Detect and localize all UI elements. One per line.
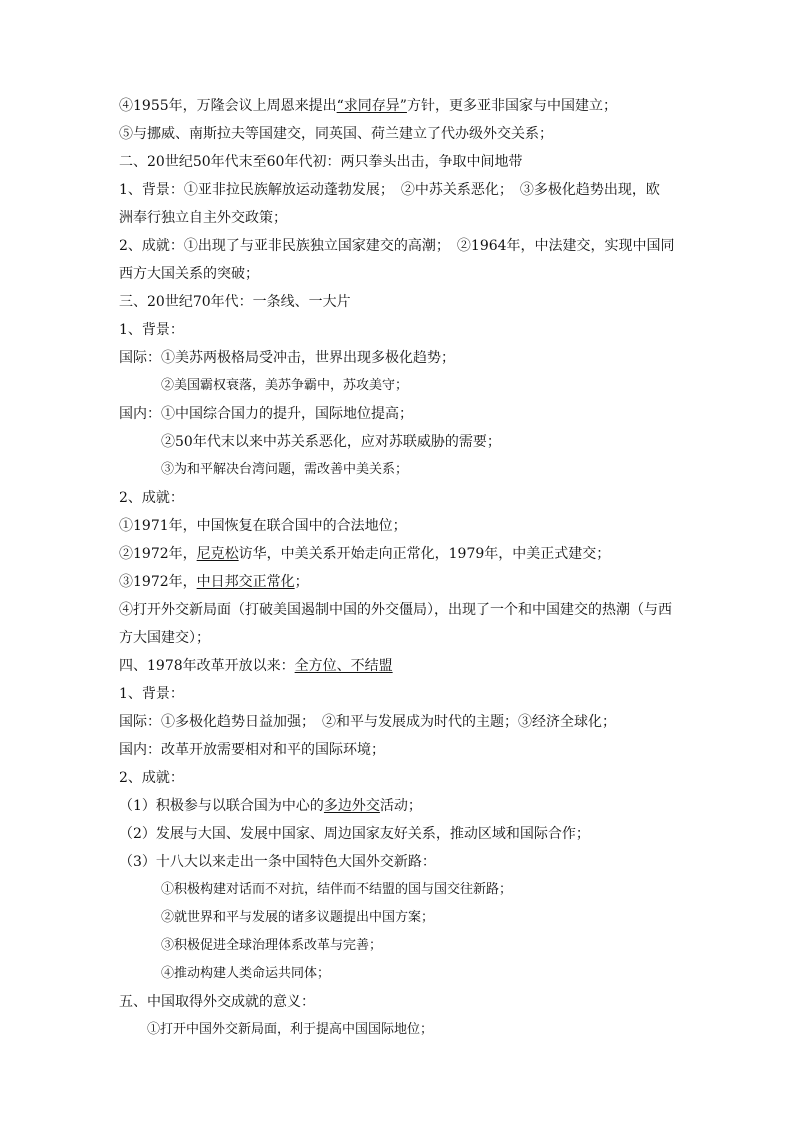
line-text: 2、成就： [119, 490, 184, 506]
line-text: ①积极构建对话而不对抗，结伴而不结盟的国与国交往新路； [161, 882, 513, 897]
text-line-31 [161, 936, 382, 956]
underlined-term: “求同存异” [336, 98, 407, 114]
line-text: 方大国建交）； [119, 630, 210, 646]
line-text: ①打开中国外交新局面，利于提高中国国际地位； [147, 1022, 434, 1037]
heading-text: 三、20世纪70年代：一条线、一大片 [119, 294, 351, 310]
section-heading-3 [119, 292, 351, 312]
underlined-term: 中日邦交正常化 [196, 574, 295, 590]
heading-text: 四、1978年改革开放以来： [119, 658, 295, 674]
text-line-34 [147, 1020, 433, 1040]
line-text: 1、背景： [119, 686, 184, 702]
underlined-term: 全方位、不结盟 [294, 658, 393, 674]
line-text: 2、成就： [119, 770, 184, 786]
text-line-29 [161, 880, 512, 900]
line-text: 国内：改革开放需要相对和平的国际环境； [119, 742, 385, 758]
line-text: ②美国霸权衰落，美苏争霸中，苏攻美守； [161, 378, 409, 393]
line-text-cont: ； [294, 574, 309, 590]
line-text: （1）积极参与以联合国为中心的 [119, 798, 324, 814]
line-text: 洲奉行独立自主外交政策； [119, 210, 287, 226]
text-line-25 [119, 768, 184, 788]
line-text: 国际：①多极化趋势日益加强； ②和平与发展成为时代的主题；③经济全球化； [119, 714, 616, 730]
text-line-15 [119, 488, 184, 508]
text-line-20 [119, 628, 210, 648]
line-text: ⑤与挪威、南斯拉夫等国建交，同英国、荷兰建立了代办级外交关系； [119, 126, 553, 142]
line-text: ①1971年，中国恢复在联合国中的合法地位； [119, 518, 407, 534]
text-line-1 [119, 96, 617, 116]
text-line-7 [119, 264, 259, 284]
heading-text: 二、20世纪50年代末至60年代初：两只拳头出击，争取中间地带 [119, 154, 523, 170]
line-text: ④打开外交新局面（打破美国遏制中国的外交僵局），出现了一个和中国建交的热潮（与西 [119, 602, 672, 618]
underlined-term: 多边外交 [323, 798, 380, 814]
text-line-32 [161, 964, 330, 984]
text-line-16 [119, 516, 407, 536]
line-text-cont: 访华，中美关系开始走向正常化，1979年，中美正式建交； [238, 546, 611, 562]
line-text: ③1972年， [119, 574, 197, 590]
text-line-28 [119, 852, 436, 872]
section-heading-2 [119, 152, 522, 172]
line-text-cont: 方针，更多亚非国家与中国建立； [406, 98, 617, 114]
text-line-2 [119, 124, 553, 144]
text-line-5 [119, 208, 287, 228]
text-line-13 [161, 432, 501, 452]
text-line-26 [119, 796, 422, 816]
line-text: 国际：①美苏两极格局受冲击，世界出现多极化趋势； [119, 350, 455, 366]
text-line-6 [119, 236, 675, 256]
text-line-17 [119, 544, 610, 564]
text-line-27 [119, 824, 590, 844]
text-line-24 [119, 740, 385, 760]
section-heading-4 [119, 656, 393, 676]
text-line-19 [119, 600, 672, 620]
line-text: 国内：①中国综合国力的提升，国际地位提高； [119, 406, 413, 422]
line-text: 2、成就：①出现了与亚非民族独立国家建交的高潮； ②1964年，中法建交，实现中国同 [119, 238, 675, 254]
text-line-30 [161, 908, 434, 928]
text-line-18 [119, 572, 309, 592]
line-text: ②50年代末以来中苏关系恶化，应对苏联威胁的需要； [161, 434, 501, 450]
underlined-term: 尼克松 [196, 546, 239, 562]
section-heading-5 [119, 992, 315, 1012]
line-text: ②1972年， [119, 546, 197, 562]
line-text: （3）十八大以来走出一条中国特色大国外交新路： [119, 854, 436, 870]
text-line-22 [119, 684, 184, 704]
line-text-cont: 活动； [379, 798, 422, 814]
line-text: ②就世界和平与发展的诸多议题提出中国方案； [161, 910, 435, 925]
text-line-11 [161, 376, 408, 396]
line-text: ④推动构建人类命运共同体； [161, 966, 331, 981]
line-text: ④1955年，万隆会议上周恩来提出 [119, 98, 337, 114]
line-text: ③积极促进全球治理体系改革与完善； [161, 938, 383, 953]
text-line-23 [119, 712, 616, 732]
line-text: 1、背景： [119, 322, 184, 338]
line-text: （2）发展与大国、发展中国家、周边国家友好关系，推动区域和国际合作； [119, 826, 590, 842]
line-text: 西方大国关系的突破； [119, 266, 259, 282]
heading-text: 五、中国取得外交成就的意义： [119, 994, 315, 1010]
text-line-9 [119, 320, 184, 340]
text-line-14 [161, 460, 408, 480]
text-line-4 [119, 180, 660, 200]
text-line-10 [119, 348, 455, 368]
line-text: 1、背景：①亚非拉民族解放运动蓬勃发展； ②中苏关系恶化； ③多极化趋势出现，欧 [119, 182, 660, 198]
text-line-12 [119, 404, 413, 424]
line-text: ③为和平解决台湾问题，需改善中美关系； [161, 462, 409, 477]
